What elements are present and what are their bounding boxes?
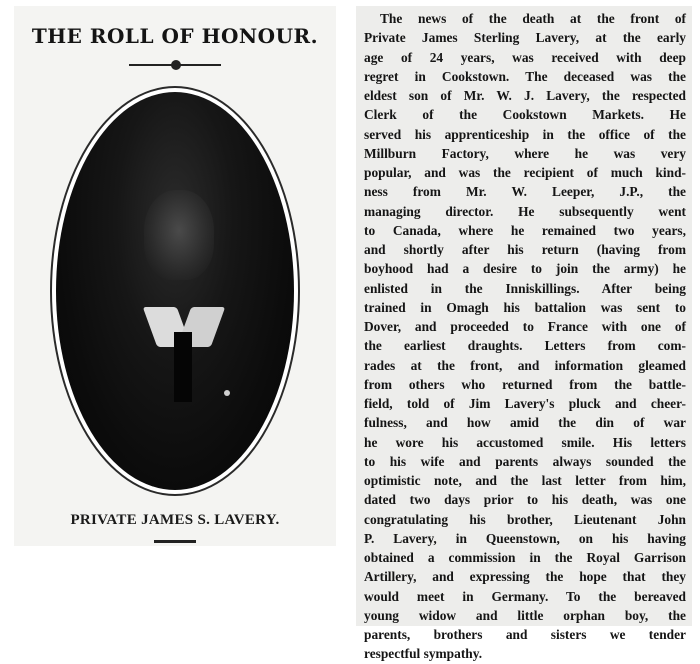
article-line: field, told of Jim Lavery's pluck and cheer- [364,396,686,411]
article-line: The news of the death at the front of [380,11,686,26]
portrait-badge [224,390,230,396]
portrait-photo [56,92,294,490]
article-line: Dover, and proceeded to France with one of [364,319,686,334]
article-line: congratulating his brother, Lieutenant John [364,511,686,527]
article-line: regret in Cookstown. The deceased was the [364,68,686,84]
article-line: and shortly after his return (having from [364,242,686,257]
article-line: respectful sympathy. [364,646,483,662]
article-line: fulness, and how amid the din of war [364,415,686,431]
article-line: obtained a commission in the Royal Garrison [364,550,686,565]
article-line: he wore his accustomed smile. His letters [364,434,686,450]
portrait-column [14,6,336,546]
article-line: the earliest draughts. Letters from com- [364,338,686,354]
article-line: boyhood had a desire to join the army) he [364,261,686,277]
article-line: rades at the front, and information gleamed [364,357,686,373]
article-line: ness from Mr. W. Leeper, J.P., the [364,184,686,200]
article-line: parents, brothers and sisters we tender [364,627,686,642]
caption-rule [154,540,196,543]
article-line: Clerk of the Cookstown Markets. He [364,107,686,123]
article-line: enlisted in the Inniskillings. After being [364,280,686,296]
article-line: Millburn Factory, where he was very [364,145,686,161]
headline: THE ROLL OF HONOUR. [31,24,319,48]
article-line: optimistic note, and the last letter from him, [364,473,686,488]
portrait-tie [174,332,192,402]
article-line: P. Lavery, in Queenstown, on his having [364,530,686,546]
article-line: young widow and little orphan boy, the [364,607,686,623]
article-line: to Canada, where he remained two years, [364,222,686,238]
headline-rule-ornament [171,60,181,70]
article-line: popular, and was the recipient of much kind- [364,165,686,180]
article-line: Private James Sterling Lavery, at the early [364,30,686,46]
article-line: would meet in Germany. To the bereaved [364,588,686,604]
article-line: managing director. He subsequently went [364,203,686,219]
article-line: trained in Omagh his battalion was sent to [364,299,686,315]
article-column [356,6,692,662]
article-line: to his wife and parents always sounded the [364,453,686,469]
article-line: from others who returned from the battle- [364,376,686,392]
article-line: Artillery, and expressing the hope that they [364,569,686,585]
portrait-caption: PRIVATE JAMES S. LAVERY. [70,512,280,528]
article-line: eldest son of Mr. W. J. Lavery, the respected [364,88,686,103]
article-line: age of 24 years, was received with deep [364,49,686,65]
article-line: served his apprenticeship in the office of the [364,126,686,142]
article-body [364,9,686,664]
portrait-face [144,190,214,280]
portrait-frame [50,86,300,496]
article-line: dated two days prior to his death, was one [364,492,686,508]
